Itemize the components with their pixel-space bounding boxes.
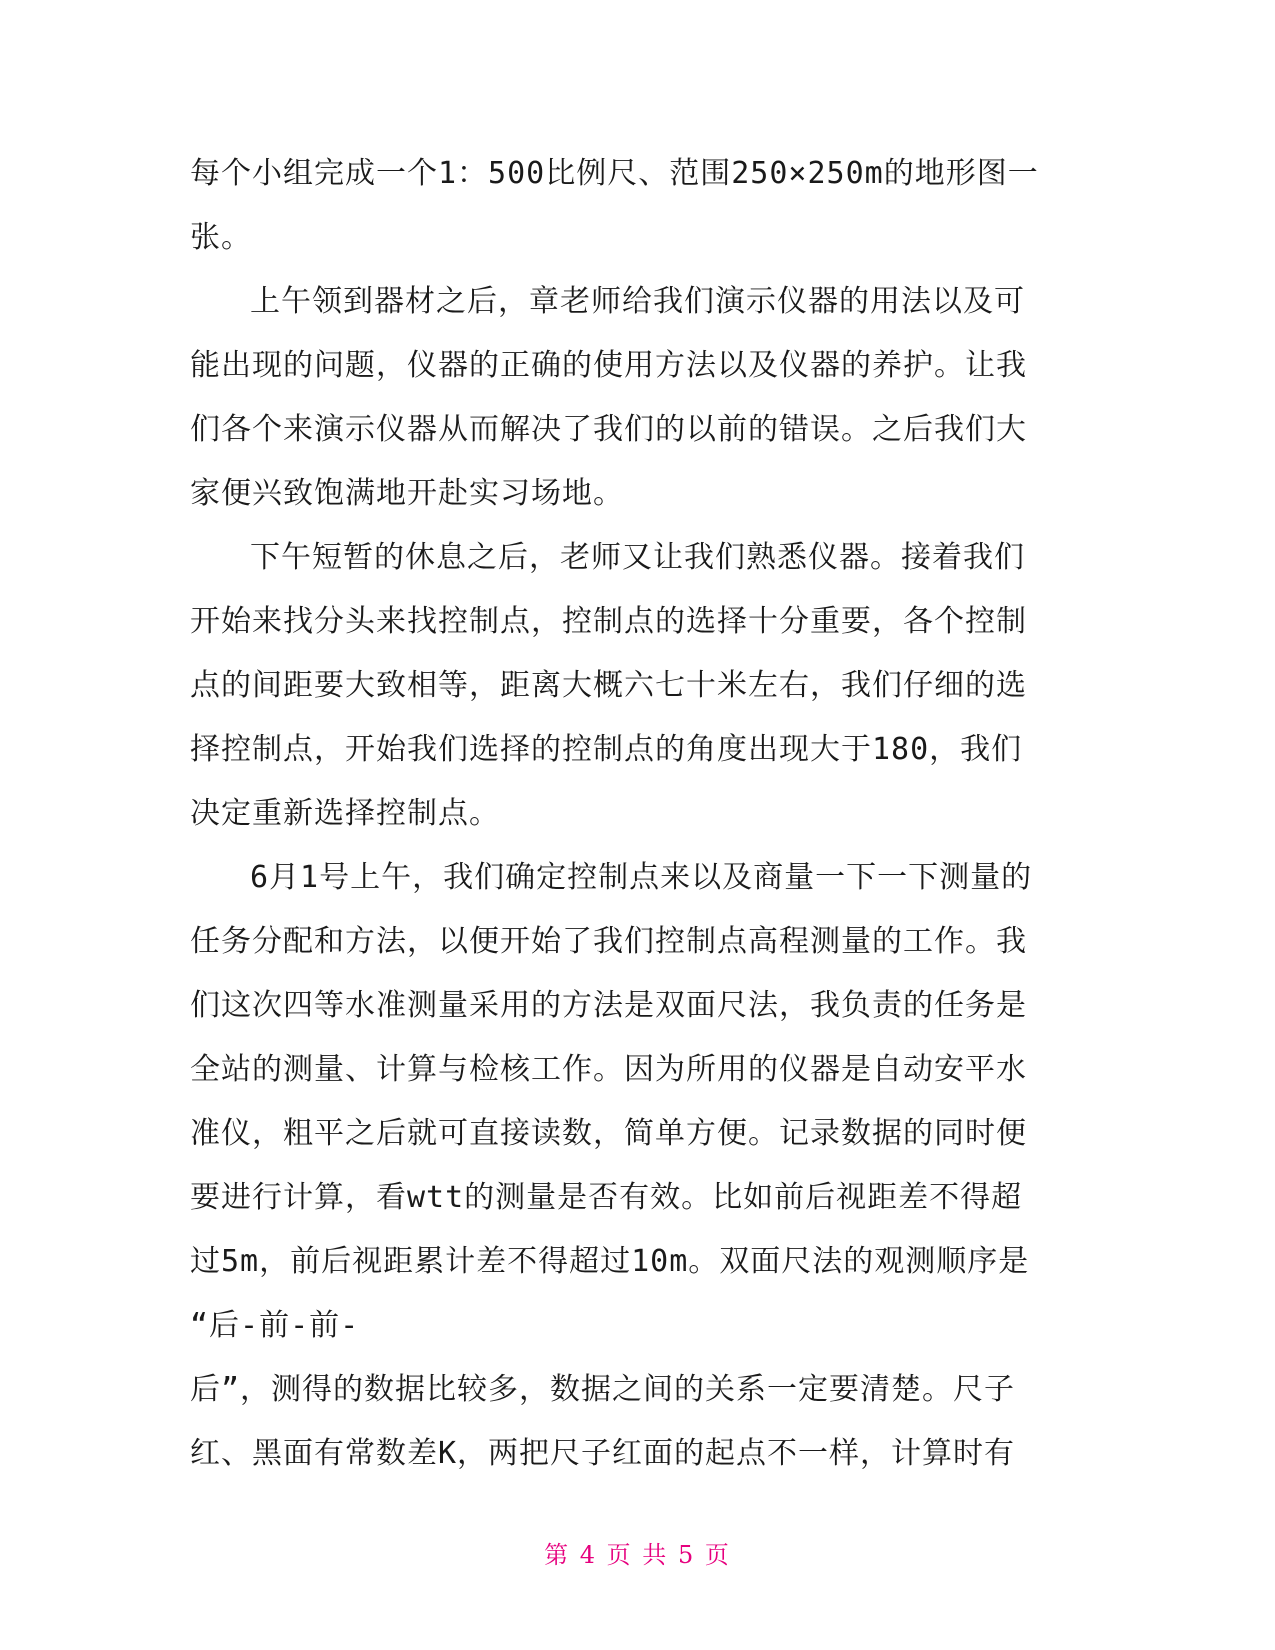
text-line: 全站的测量、计算与检核工作。因为所用的仪器是自动安平水 <box>190 1052 1027 1087</box>
text-line: 红、黑面有常数差K，两把尺子红面的起点不一样，计算时有 <box>190 1436 1016 1471</box>
text-line: 择控制点，开始我们选择的控制点的角度出现大于180，我们 <box>190 732 1023 767</box>
text-line: 能出现的问题，仪器的正确的使用方法以及仪器的养护。让我 <box>190 348 1027 383</box>
text-line: 决定重新选择控制点。 <box>190 796 500 831</box>
page-number-footer: 第 4 页 共 5 页 <box>544 1541 731 1569</box>
paragraph-start-line: 下午短暂的休息之后，老师又让我们熟悉仪器。接着我们 <box>250 540 1025 575</box>
text-line: 开始来找分头来找控制点，控制点的选择十分重要，各个控制 <box>190 604 1027 639</box>
text-line: 任务分配和方法，以便开始了我们控制点高程测量的工作。我 <box>190 924 1027 959</box>
text-line: 点的间距要大致相等，距离大概六七十米左右，我们仔细的选 <box>190 668 1027 703</box>
text-line: 准仪，粗平之后就可直接读数，简单方便。记录数据的同时便 <box>190 1116 1027 1151</box>
text-line: 过5m，前后视距累计差不得超过10m。双面尺法的观测顺序是 <box>190 1244 1030 1279</box>
paragraph-start-line: 上午领到器材之后，章老师给我们演示仪器的用法以及可 <box>250 284 1025 319</box>
text-line: 们这次四等水准测量采用的方法是双面尺法，我负责的任务是 <box>190 988 1027 1023</box>
text-line: 们各个来演示仪器从而解决了我们的以前的错误。之后我们大 <box>190 412 1027 447</box>
text-line: 张。 <box>190 220 252 255</box>
body-text <box>190 142 1090 1486</box>
text-line: “后-前-前- <box>190 1308 360 1343</box>
paragraph-start-line: 6月1号上午，我们确定控制点来以及商量一下一下测量的 <box>250 860 1033 895</box>
text-line: 每个小组完成一个1：500比例尺、范围250×250m的地形图一 <box>190 156 1039 191</box>
text-line: 家便兴致饱满地开赴实习场地。 <box>190 476 624 511</box>
text-line: 后”，测得的数据比较多，数据之间的关系一定要清楚。尺子 <box>190 1372 1016 1407</box>
text-line: 要进行计算，看wtt的测量是否有效。比如前后视距差不得超 <box>190 1180 1023 1215</box>
